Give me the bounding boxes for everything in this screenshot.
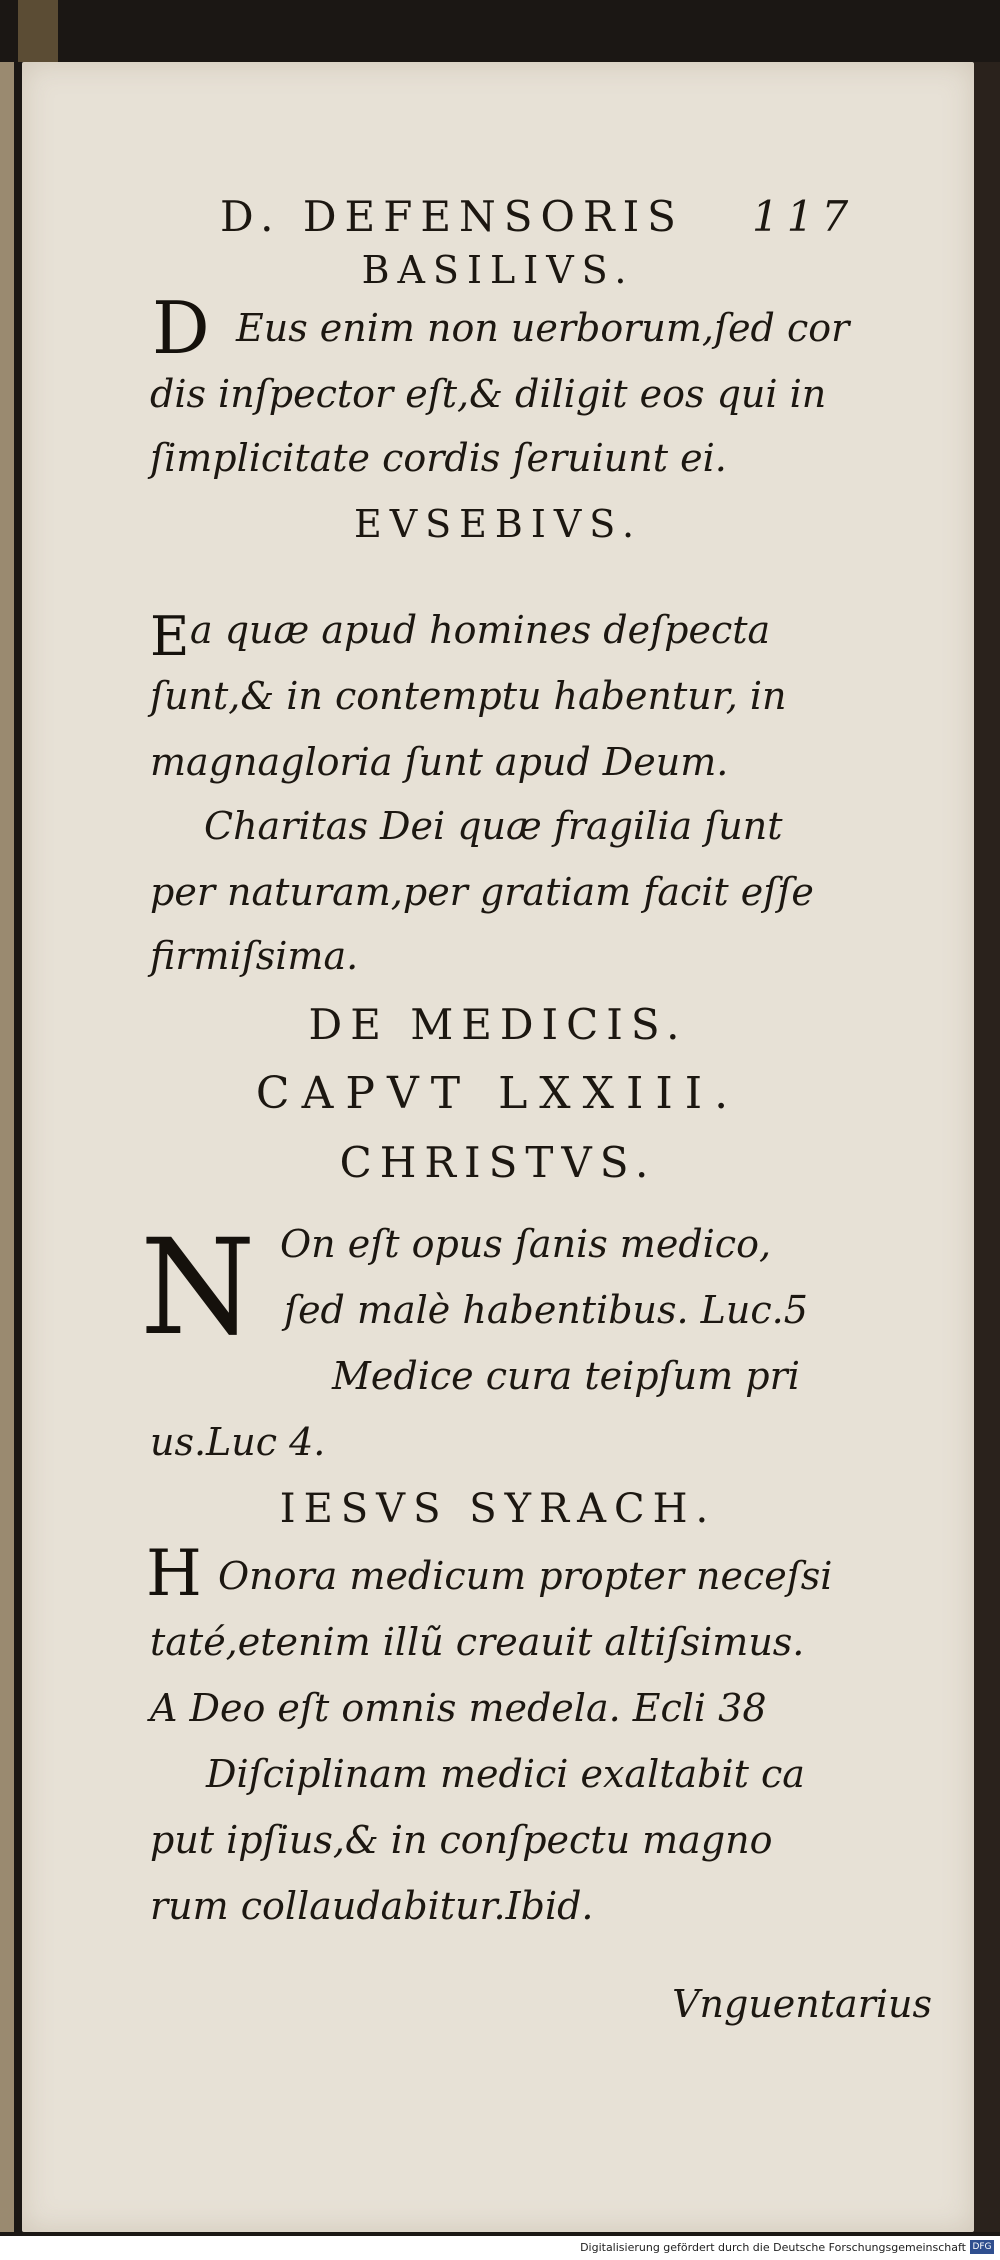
text-line: ſimplicitate cordis ſeruiunt ei. [150,436,727,480]
text-line: rum collaudabitur.Ibid. [150,1884,594,1928]
section-heading-basilius: BASILIVS. [361,248,635,292]
section-heading-eusebius: EVSEBIVS. [353,502,643,546]
text-line: magnagloria ſunt apud Deum. [150,740,729,784]
text-line: firmiſsima. [150,934,359,978]
dropcap-h: H [146,1537,202,1611]
page-gutter [0,62,14,2232]
dropcap-e: E [150,605,190,668]
text-line: taté,etenim illũ creauit altiſsimus. [150,1620,805,1664]
text-line: ſed malè habentibus. Luc.5 [284,1288,808,1332]
text-line: Eus enim non uerborum,ſed cor [236,306,850,350]
fore-edge [974,62,1000,2232]
text-line: put ipſius,& in conſpectu magno [150,1818,773,1862]
text-line: a quæ apud homines deſpecta [190,608,771,652]
book-page [22,62,974,2232]
dfg-logo: DFG [970,2240,994,2254]
footer-bar [0,2236,1000,2260]
text-line: Charitas Dei quæ fragilia ſunt [204,804,783,848]
page-number: 117 [752,192,857,241]
text-line: ſunt,& in contemptu habentur, in [150,674,787,718]
text-line: dis inſpector eſt,& diligit eos qui in [150,372,827,416]
footer-credit: Digitalisierung gefördert durch die Deutsche Forschungsgemeinschaft [580,2241,966,2254]
section-heading-syrach: IESVS SYRACH. [279,1486,717,1532]
text-line: per naturam,per gratiam facit eſſe [150,870,814,914]
text-line: Diſciplinam medici exaltabit ca [206,1752,805,1796]
chapter-number: CAPVT LXXIII. [255,1068,741,1119]
text-line: A Deo eſt omnis medela. Ecli 38 [150,1686,767,1730]
binding-tab [18,0,58,62]
dropcap-n: N [140,1211,256,1365]
section-heading-christus: CHRISTVS. [339,1138,657,1187]
running-title: D. DEFENSORIS [220,192,684,241]
catchword: Vnguentarius [672,1982,932,2026]
chapter-title: DE MEDICIS. [308,1000,688,1049]
text-line: On eſt opus ſanis medico, [280,1222,772,1266]
text-line: us.Luc 4. [150,1420,326,1464]
text-line: Onora medicum propter neceſsi [218,1554,833,1598]
dropcap-d: D [152,286,210,370]
text-line: Medice cura teipſum pri [332,1354,800,1398]
